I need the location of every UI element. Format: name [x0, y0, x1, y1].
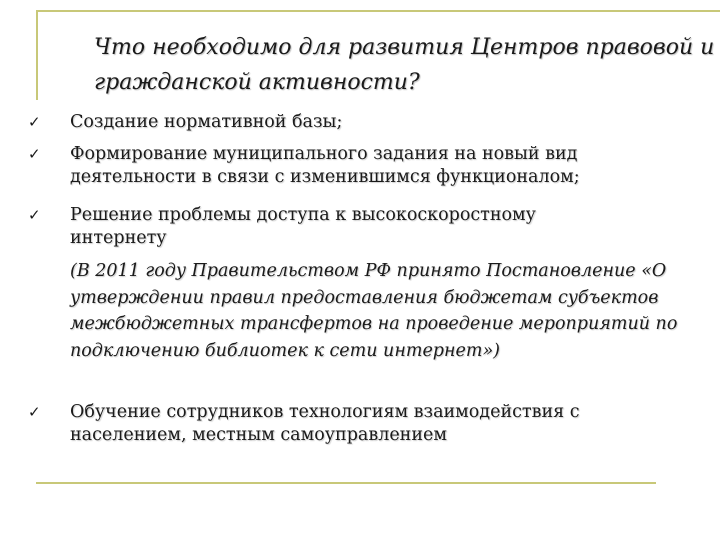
- note-text: (В 2011 году Правительством РФ принято Постановление «О утверждении правил предоставления бюджетам субъектов межбюджетных трансфертов на проведение мероприятий по подключению библиотек к сети интернет»): [70, 261, 678, 361]
- frame-top-line: [36, 10, 720, 12]
- bullet-text: Формирование муниципального задания на новый вид деятельности в связи с изменившимся функционалом;: [70, 144, 580, 187]
- bullet-text: Решение проблемы доступа к высокоскоростному интернету: [70, 205, 536, 248]
- checkmark-icon: ✓: [28, 206, 41, 224]
- title-line-1: Что необходимо для развития Центров правовой и: [94, 35, 715, 60]
- checkmark-icon: ✓: [28, 145, 41, 163]
- slide-title: [94, 30, 720, 100]
- frame-bottom-line: [36, 482, 656, 484]
- frame-vertical-line: [36, 10, 38, 100]
- bullet-text: Создание нормативной базы;: [70, 112, 343, 132]
- title-line-2: гражданской активности?: [94, 70, 420, 95]
- bullet-text: Обучение сотрудников технологиям взаимодействия с населением, местным самоуправлением: [70, 402, 580, 445]
- checkmark-icon: ✓: [28, 113, 41, 131]
- checkmark-icon: ✓: [28, 403, 41, 421]
